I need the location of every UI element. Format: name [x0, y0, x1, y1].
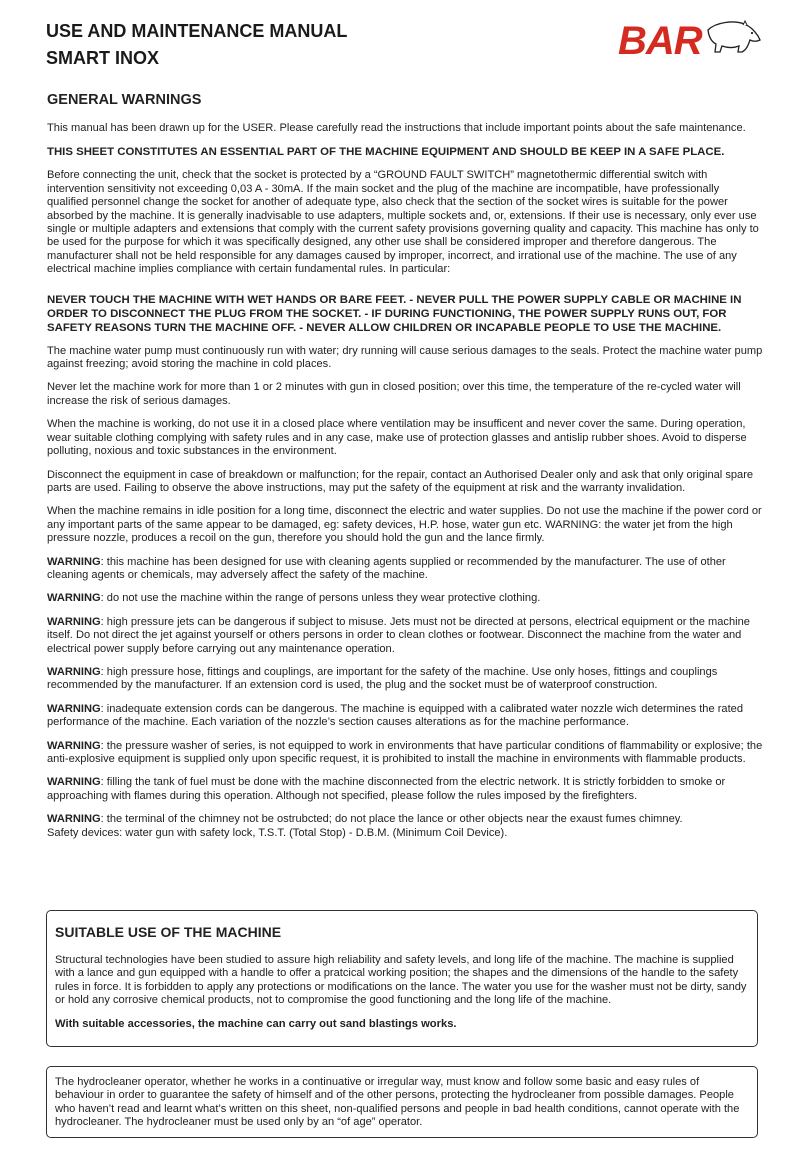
warning-paragraph [47, 666, 763, 693]
warning-label: WARNING [47, 665, 101, 678]
warning-text: : the terminal of the chimney not be ostrubcted; do not place the lance or other objects near the exaust fumes chimney. [100, 813, 683, 826]
operator-note-body: The hydrocleaner operator, whether he works in a continuative or irregular way, must know and follow some basic and easy rules of behaviour in order to guarantee the safety of himself and of the other persons, protecting the hydrocleaner from possible damages. People who haven’t read and learnt what’s written on this sheet, non-qualified persons and people in bad health conditions, cannot operate with the hydrocleaner. The hydrocleaner must be used only by an “of age” operator. [55, 1076, 740, 1129]
warning-text: : do not use the machine within the range of persons unless they wear protective clothing. [100, 592, 541, 605]
bar-logo [612, 16, 762, 60]
title-line-2: SMART INOX [46, 48, 160, 68]
warning-label: WARNING [47, 702, 101, 715]
warning-paragraph [47, 592, 763, 605]
title-line-1: USE AND MAINTENANCE MANUAL [46, 21, 348, 41]
warning-text: : this machine has been designed for use with cleaning agents supplied or recommended by the manufacturer. The use of other cleaning agents or chemicals, may adversely affect the safety of the machine. [47, 555, 726, 581]
warning-label: WARNING [47, 592, 101, 605]
never-rules: NEVER TOUCH THE MACHINE WITH WET HANDS OR BARE FEET. - NEVER PULL THE POWER SUPPLY CABLE OR MACHINE IN ORDER TO DISCONNECT THE PLUG FROM THE SOCKET. - IF DURING FUNCTIONING, THE POWER SUPPLY RUNS OUT, FOR SAFETY REASONS TURN THE MACHINE OFF. - NEVER ALLOW CHILDREN OR INCAPABLE PEOPLE TO USE THE MACHINE. [47, 293, 742, 334]
suitable-use-body: Structural technologies have been studied to assure high reliability and safety levels, and long life of the machine. The machine is supplied with a lance and gun equipped with a handle to offer a pratcical working position; the shapes and the dimensions of the handle to the safety rules in force. It is forbidden to apply any protections or modifications on the lance. The water you use for the washer must not be dirty, sandy or hold any corrosive chemical products, not to compromise the good functioning and the long life of the machine. [55, 954, 747, 1007]
warning-label: WARNING [47, 615, 101, 628]
warning-paragraph [47, 703, 763, 730]
logo-text: BAR [618, 19, 702, 60]
warning-label: WARNING [47, 776, 101, 789]
warning-paragraph [47, 616, 763, 656]
warning-text: : high pressure jets can be dangerous if subject to misuse. Jets must not be directed at persons, electrical equipment or the machine itself. Do not direct the jet against yourself or others persons in order to clean clothes or footwear. Disconnect the machine from the water and electrical power supply before carrying out any maintenance operation. [47, 615, 750, 655]
warning-paragraph [47, 776, 763, 803]
warning-label: WARNING [47, 813, 101, 826]
gun-closed-paragraph: Never let the machine work for more than 1 or 2 minutes with gun in closed position; over this time, the temperature of the re-cycled water will increase the risk of serious damages. [47, 381, 741, 407]
breakdown-paragraph: Disconnect the equipment in case of breakdown or malfunction; for the repair, contact an Authorised Dealer only and ask that only original spare parts are used. Failing to observe the above instructions, may put the safety of the equipment at risk and the warranty invalidation. [47, 468, 754, 494]
ventilation-paragraph: When the machine is working, do not use it in a closed place where ventilation may be insufficent and never cover the same. During operation, wear suitable clothing complying with safety rules and in any case, make use of protection glasses and antislip rubber shoes. Avoid to disperse polluting, noxious and toxic substances in the environment. [47, 418, 747, 458]
accessories-note: With suitable accessories, the machine can carry out sand blastings works. [55, 1017, 457, 1030]
warning-text: : filling the tank of fuel must be done with the machine disconnected from the electric network. It is strictly forbidden to smoke or approaching with flames during this operation. Although not specified, please follow the rules imposed by the firefighters. [47, 776, 726, 802]
polar-bear-icon [708, 21, 760, 52]
warning-paragraph [47, 556, 763, 583]
operator-note-box [46, 1066, 758, 1138]
pump-paragraph: The machine water pump must continuously run with water; dry running will cause serious damages to the seals. Protect the machine water pump against freezing; avoid storing the machine in cold places. [47, 344, 763, 371]
warning-paragraph [47, 740, 763, 767]
idle-paragraph: When the machine remains in idle position for a long time, disconnect the electric and water supplies. Do not use the machine if the power cord or any important parts of the same appear to be damaged, eg: safety devices, H.P. hose, water gun etc. WARNING: the water jet from the high pressure nozzle, produces a recoil on the gun, therefore you should hold the gun and the lance firmly. [47, 505, 762, 545]
connection-paragraph: Before connecting the unit, check that the socket is protected by a “GROUND FAULT SWITCH” magnetothermic differential switch with intervention sensitivity not exceeding 0,03 A - 30mA. If the main socket and the plug of the machine are incompatible, have professionally qualified personnel change the socket for another of adequate type, also check that the section of the socket wires is suitable for the power absorbed by the machine. It is generally inadvisable to use adapters, multiple sockets and, or, extensions. If their use is necessary, only ever use single or multiple adapters and extensions that comply with the current safety provisions governing quality and capacity. This machine has only to be used for the purpose for which it was specifically designed, any other use shall be considered improper and therefore dangerous. The manufacturer shall not be held responsible for any damages caused by improper, incorrect, and irrational use of the machine. The use of any electrical machine implies compliance with certain fundamental rules. In particular: [47, 169, 759, 276]
suitable-use-heading: SUITABLE USE OF THE MACHINE [55, 924, 282, 940]
general-warnings-heading: GENERAL WARNINGS [47, 92, 202, 108]
warning-text: : the pressure washer of series, is not equipped to work in environments that have particular conditions of flammability or explosive; the anti-explosive equipment is supplied only upon specific request, it is prohibited to install the machine in environments with flammable products. [47, 739, 763, 765]
general-warnings-section [47, 92, 763, 850]
warning-text: : inadequate extension cords can be dangerous. The machine is equipped with a calibrated water nozzle wich determines the rated performance of the machine. Each variation of the nozzle’s section causes alterations as for the machine performance. [47, 702, 744, 729]
warning-label: WARNING [47, 555, 101, 568]
warning-label: WARNING [47, 739, 101, 752]
essential-notice: THIS SHEET CONSTITUTES AN ESSENTIAL PART OF THE MACHINE EQUIPMENT AND SHOULD BE KEEP IN A SAFE PLACE. [47, 146, 725, 159]
suitable-use-box [46, 910, 758, 1047]
document-title [46, 18, 347, 72]
warning-text: : high pressure hose, fittings and couplings, are important for the safety of the machine. Use only hoses, fittings and couplings recommended by the manufacturer. If an extension cord is used, the plug and the socket must be of waterproof construction. [47, 665, 718, 692]
safety-devices-line: Safety devices: water gun with safety lock, T.S.T. (Total Stop) - D.B.M. (Minimum Coil Device). [47, 826, 508, 839]
intro-paragraph: This manual has been drawn up for the USER. Please carefully read the instructions that include important points about the safe maintenance. [47, 122, 746, 134]
warning-paragraph [47, 813, 763, 826]
